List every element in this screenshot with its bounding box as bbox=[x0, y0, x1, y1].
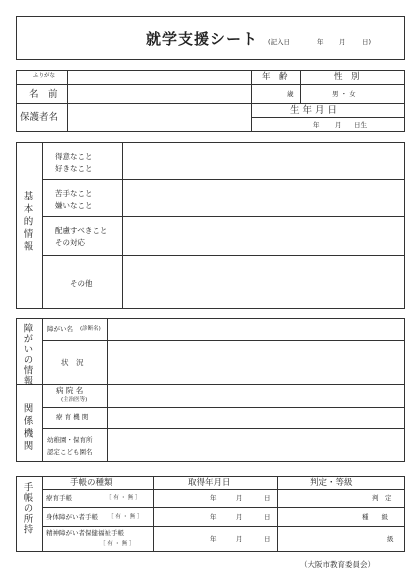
notebook-date-year-1: 年 bbox=[210, 494, 217, 502]
school-field[interactable] bbox=[108, 429, 404, 461]
school-label: 幼稚園・保育所 認定こども園名 bbox=[47, 436, 93, 456]
notebook-date-year-3: 年 bbox=[210, 535, 217, 543]
notebook-section-label: 手帳の所持 bbox=[21, 482, 33, 535]
notebook-date-day-1: 日 bbox=[264, 494, 271, 502]
disability-name-label: 障がい名 bbox=[47, 325, 73, 333]
birthdate-label: 生 年 月 日 bbox=[290, 105, 338, 116]
sex-options[interactable]: 男 ・ 女 bbox=[332, 90, 356, 98]
notebook-date-month-3: 月 bbox=[236, 535, 243, 543]
page-title: 就学支援シート bbox=[146, 30, 259, 48]
notebook-header-date: 取得年月日 bbox=[188, 478, 231, 488]
notebook-grade-mental: 級 bbox=[387, 535, 394, 543]
notebook-date-month-2: 月 bbox=[236, 513, 243, 521]
notebook-type-mental: 精神障がい者保健福祉手帳 bbox=[46, 529, 124, 537]
guardian-field[interactable] bbox=[68, 104, 250, 131]
sex-label: 性 別 bbox=[334, 72, 360, 82]
likes-field[interactable] bbox=[123, 143, 404, 179]
basic-info-section-label: 基本的情報 bbox=[21, 191, 33, 254]
basic-info-item-considerations: 配慮すべきこと その対応 bbox=[55, 226, 108, 247]
notebook-date-day-2: 日 bbox=[264, 513, 271, 521]
birth-month: 月 bbox=[335, 121, 342, 129]
basic-info-item-other: その他 bbox=[70, 279, 93, 288]
entry-date-label: (記入日 bbox=[268, 38, 291, 46]
notebook-choice-physical[interactable]: ［ 有 ・ 無 ］ bbox=[108, 514, 143, 520]
basic-info-item-likes: 得意なこと 好きなこと bbox=[55, 152, 93, 173]
name-label: 名 前 bbox=[29, 89, 58, 100]
disability-section-label: 障がいの情報 bbox=[21, 323, 33, 386]
disability-name-note: (診断名) bbox=[80, 326, 101, 332]
therapy-field[interactable] bbox=[108, 408, 404, 428]
name-field[interactable] bbox=[68, 85, 250, 102]
basic-info-item-dislikes: 苦手なこと 嫌いなこと bbox=[55, 189, 93, 210]
birth-year: 年 bbox=[313, 121, 320, 129]
entry-year: 年 bbox=[317, 38, 324, 46]
notebook-grade-ryoiku: 判 定 bbox=[372, 494, 392, 502]
disability-name-field[interactable] bbox=[108, 319, 404, 340]
notebook-header-grade: 判定・等級 bbox=[310, 478, 353, 488]
notebook-header-type: 手帳の種類 bbox=[70, 478, 113, 488]
dislikes-field[interactable] bbox=[123, 180, 404, 216]
other-field[interactable] bbox=[123, 256, 404, 308]
notebook-date-day-3: 日 bbox=[264, 535, 271, 543]
hospital-field[interactable] bbox=[108, 385, 404, 407]
considerations-field[interactable] bbox=[123, 217, 404, 255]
birth-day: 日生 bbox=[354, 121, 367, 129]
furigana-label: ふりがな bbox=[33, 73, 56, 79]
furigana-field[interactable] bbox=[68, 71, 250, 84]
condition-label: 状 況 bbox=[61, 358, 84, 367]
footer-issuer: （大阪市教育委員会） bbox=[300, 560, 375, 569]
agencies-section-label: 関係機関 bbox=[21, 403, 33, 453]
notebook-date-year-2: 年 bbox=[210, 513, 217, 521]
entry-month: 月 bbox=[339, 38, 346, 46]
notebook-choice-ryoiku[interactable]: ［ 有 ・ 無 ］ bbox=[106, 495, 141, 501]
hospital-note: (主治医等) bbox=[61, 397, 88, 403]
guardian-label: 保護者名 bbox=[20, 112, 59, 123]
notebook-type-ryoiku: 療育手帳 bbox=[46, 494, 72, 502]
hospital-label: 病 院 名 bbox=[56, 386, 84, 395]
age-unit: 歳 bbox=[287, 90, 294, 98]
condition-field[interactable] bbox=[108, 341, 404, 384]
therapy-label: 療 育 機 関 bbox=[56, 413, 89, 421]
notebook-type-physical: 身体障がい者手帳 bbox=[46, 513, 98, 521]
notebook-choice-mental[interactable]: ［ 有 ・ 無 ］ bbox=[100, 541, 135, 547]
entry-day: 日) bbox=[362, 38, 372, 46]
age-label: 年 齢 bbox=[262, 72, 288, 82]
notebook-date-month-1: 月 bbox=[236, 494, 243, 502]
notebook-grade-physical: 種 級 bbox=[362, 513, 388, 521]
